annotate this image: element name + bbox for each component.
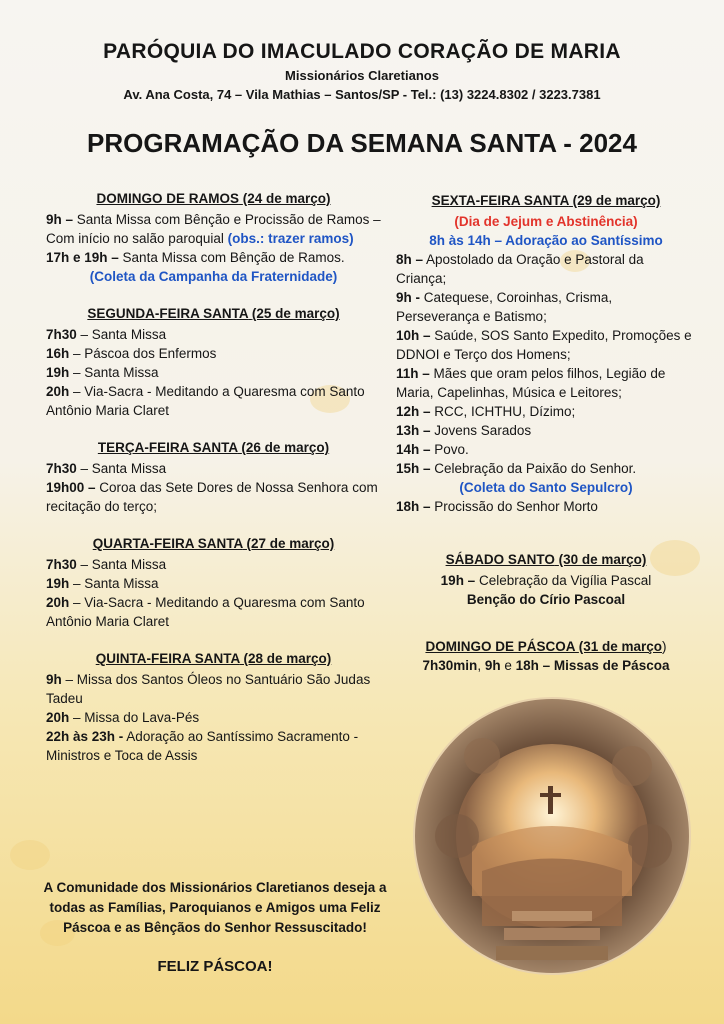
time: 19h00 – (46, 480, 96, 495)
section-title (46, 304, 381, 323)
section-title (396, 637, 696, 656)
day-date: (30 de março) (558, 552, 647, 567)
schedule-line (46, 363, 381, 382)
activity: Adoração ao Santíssimo Sacramento - Ministros e Toca de Assis (46, 729, 359, 763)
activity: Catequese, Coroinhas, Crisma, Perseverança e Batismo; (396, 290, 613, 324)
schedule-line (396, 459, 696, 478)
section-quinta (46, 649, 381, 765)
schedule-line (396, 250, 696, 288)
section-title (46, 189, 381, 208)
parish-name: PARÓQUIA DO IMACULADO CORAÇÃO DE MARIA (103, 40, 621, 63)
activity: – Santa Missa (76, 461, 167, 476)
section-sexta (396, 191, 696, 516)
day-date-end: ) (662, 639, 667, 654)
schedule-line (46, 555, 381, 574)
section-terca (46, 438, 381, 516)
day-date: (24 de março) (242, 191, 331, 206)
time: 7h30 (46, 557, 77, 572)
collect-note: (Coleta da Campanha da Fraternidade) (89, 269, 338, 284)
time: 15h – (396, 461, 431, 476)
activity: – Santa Missa (69, 365, 159, 380)
schedule-line (46, 325, 381, 344)
activity: Benção do Círio Pascoal (466, 592, 626, 607)
activity: – Santa Missa (76, 327, 167, 342)
activity: Povo. (430, 442, 469, 457)
day-name: SEGUNDA-FEIRA SANTA (87, 306, 249, 321)
note: (obs.: trazer ramos) (227, 231, 354, 246)
time: 12h – (396, 404, 431, 419)
day-name: TERÇA-FEIRA SANTA (97, 440, 238, 455)
time: 16h (46, 346, 70, 361)
activity: – Via-Sacra - Meditando a Quaresma com Santo Antônio Maria Claret (46, 595, 365, 629)
section-quarta (46, 534, 381, 631)
day-name: QUINTA-FEIRA SANTA (95, 651, 240, 666)
adoration-note: 8h às 14h – Adoração ao Santíssimo (429, 233, 663, 248)
day-date: (31 de março (578, 639, 663, 654)
time: 18h – (515, 658, 551, 673)
time: 19h – (440, 573, 476, 588)
activity: Celebração da Vigília Pascal (475, 573, 652, 588)
time: 10h – (396, 328, 431, 343)
activity: – Santa Missa (76, 557, 167, 572)
section-domingo-ramos (46, 189, 381, 286)
time: 7h30 (46, 327, 77, 342)
activity: Missas de Páscoa (550, 658, 670, 673)
time: 22h às 23h - (46, 729, 124, 744)
schedule-line (46, 727, 381, 765)
activity: Saúde, SOS Santo Expedito, Promoções e DDNOI e Terço dos Homens; (396, 328, 692, 362)
activity: – Santa Missa (69, 576, 159, 591)
schedule-line (46, 670, 381, 708)
empty-tomb-cross-illustration (412, 696, 692, 976)
day-date: (29 de março) (572, 193, 661, 208)
time: 8h – (396, 252, 424, 267)
activity: Santa Missa com Bênção e Procissão de Ramos – Com início no salão paroquial (46, 212, 381, 246)
activity: – Via-Sacra - Meditando a Quaresma com Santo Antônio Maria Claret (46, 384, 365, 418)
time: 20h (46, 595, 70, 610)
schedule-line (46, 708, 381, 727)
feliz-pascoa: FELIZ PÁSCOA! (157, 958, 273, 975)
section-title (46, 649, 381, 668)
separator: , (477, 658, 485, 673)
time: 9h (46, 672, 62, 687)
time: 19h (46, 365, 70, 380)
activity: Celebração da Paixão do Senhor. (430, 461, 637, 476)
section-title (46, 438, 381, 457)
schedule-line (396, 590, 696, 609)
day-name: QUARTA-FEIRA SANTA (92, 536, 243, 551)
time: 20h (46, 710, 70, 725)
time: 11h – (396, 366, 430, 381)
day-date: (28 de março) (243, 651, 332, 666)
time: 7h30 (46, 461, 77, 476)
activity: Coroa das Sete Dores de Nossa Senhora com recitação do terço; (46, 480, 378, 514)
section-title (396, 191, 696, 210)
schedule-line (46, 574, 381, 593)
day-name: SEXTA-FEIRA SANTA (431, 193, 569, 208)
section-sabado (396, 550, 696, 609)
time: 20h (46, 384, 70, 399)
schedule-line (46, 382, 381, 420)
closing-message: A Comunidade dos Missionários Claretianos deseja a todas as Famílias, Paroquianos e Amigos uma Feliz Páscoa e as Bênçãos do Senhor Ressuscitado! (43, 880, 387, 935)
parish-subtitle: Missionários Claretianos (285, 68, 439, 83)
schedule-line (46, 344, 381, 363)
schedule-line (396, 571, 696, 590)
time: 9h - (396, 290, 421, 305)
activity: Mães que oram pelos filhos, Legião de Maria, Capelinhas, Música e Leitores; (396, 366, 666, 400)
activity: RCC, ICHTHU, Dízimo; (430, 404, 576, 419)
day-name: DOMINGO DE RAMOS (96, 191, 239, 206)
activity: – Missa do Lava-Pés (69, 710, 200, 725)
time: 18h – (396, 499, 431, 514)
schedule-line (396, 656, 696, 675)
activity: Jovens Sarados (430, 423, 532, 438)
day-date: (26 de março) (241, 440, 330, 455)
left-column (46, 189, 381, 783)
section-pascoa (396, 637, 696, 675)
schedule-line (396, 402, 696, 421)
schedule-line (396, 421, 696, 440)
activity: – Páscoa dos Enfermos (69, 346, 217, 361)
activity: Procissão do Senhor Morto (430, 499, 598, 514)
section-segunda (46, 304, 381, 420)
schedule-line (396, 326, 696, 364)
collect-note: (Coleta do Santo Sepulcro) (459, 480, 633, 495)
parish-address: Av. Ana Costa, 74 – Vila Mathias – Santos/SP - Tel.: (13) 3224.8302 / 3223.7381 (123, 87, 601, 102)
time: 9h – (46, 212, 74, 227)
day-name: SÁBADO SANTO (445, 552, 555, 567)
separator: e (500, 658, 516, 673)
time: 19h (46, 576, 70, 591)
time: 14h – (396, 442, 431, 457)
schedule-line (46, 459, 381, 478)
decor-spot (10, 840, 50, 870)
schedule-line (46, 210, 381, 248)
right-column (396, 191, 696, 693)
activity: Santa Missa com Bênção de Ramos. (118, 250, 345, 265)
time: 7h30min (422, 658, 478, 673)
time: 9h (484, 658, 501, 673)
schedule-line (396, 497, 696, 516)
schedule-line (46, 478, 381, 516)
schedule-line (46, 593, 381, 631)
day-name: DOMINGO DE PÁSCOA (425, 639, 575, 654)
schedule-line (46, 248, 381, 267)
section-title (46, 534, 381, 553)
page-title: PROGRAMAÇÃO DA SEMANA SANTA - 2024 (87, 128, 637, 158)
header (0, 40, 724, 102)
schedule-line (396, 288, 696, 326)
schedule-line (396, 364, 696, 402)
activity: – Missa dos Santos Óleos no Santuário São Judas Tadeu (46, 672, 371, 706)
time: 13h – (396, 423, 431, 438)
section-title (396, 550, 696, 569)
fast-note: (Dia de Jejum e Abstinência) (454, 214, 638, 229)
day-date: (27 de março) (246, 536, 335, 551)
time: 17h e 19h – (46, 250, 119, 265)
activity: Apostolado da Oração e Pastoral da Criança; (396, 252, 644, 286)
schedule-line (396, 440, 696, 459)
day-date: (25 de março) (251, 306, 340, 321)
